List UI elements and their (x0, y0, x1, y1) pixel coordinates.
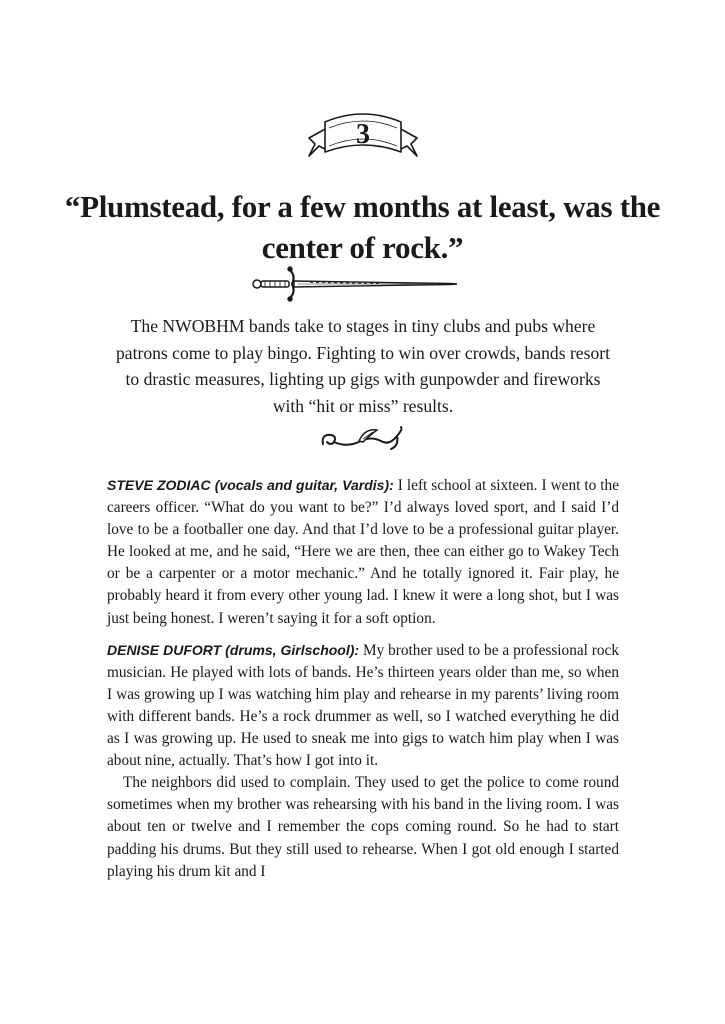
flourish-icon (317, 424, 409, 452)
speaker-label: STEVE ZODIAC (vocals and guitar, Vardis): (107, 477, 394, 493)
chapter-title: “Plumstead, for a few months at least, was the center of rock.” (64, 189, 661, 265)
paragraph-text: I left school at sixteen. I went to the careers officer. “What do you want to be?” I’d always loved sport, and I said I’d love to be a footballer one day. And that I’d love to be a professional guitar player. He looked at me, and he said, “Here we are then, thee can either go to Wakey Tech or be a carpenter or a motor mechanic.” And he totally ignored it. Fair play, he probably heard it from every other young lad. I knew it were a long shot, but I was just being honest. I weren’t saying it for a soft option. (107, 477, 619, 627)
speaker-label: DENISE DUFORT (drums, Girlschool): (107, 641, 360, 658)
chapter-summary: The NWOBHM bands take to stages in tiny clubs and pubs where patrons come to play bingo. Fighting to win over crowds, bands resort to drastic measures, lighting up gigs with gunpowder and fireworks with “hit or miss” results. (115, 316, 611, 416)
paragraph-continued: The neighbors did used to complain. They used to get the police to come round sometimes when my brother was rehearsing with his band in the living room. I was about ten or twelve and I remember the cops coming round. So he had to start padding his drums. But they still used to rehearse. When I got old enough I started playing his drum kit and I (107, 774, 619, 880)
paragraph-denise-dufort (107, 639, 619, 773)
sword-divider-icon (250, 260, 460, 308)
paragraph-text: My brother used to be a professional rock musician. He played with lots of bands. He’s thirteen years older than me, so when I was growing up I was watching him play and rehearse in my parents’ living room with different bands. He’s a rock drummer as well, so I watched everything he did as I was growing up. He used to sneak me into gigs to watch him play when I was about nine, actually. That’s how I got into it. (107, 641, 619, 770)
paragraph-steve-zodiac (107, 474, 619, 630)
body-text (107, 474, 619, 883)
chapter-number: 3 (356, 119, 370, 150)
ribbon-banner-icon (305, 100, 421, 166)
